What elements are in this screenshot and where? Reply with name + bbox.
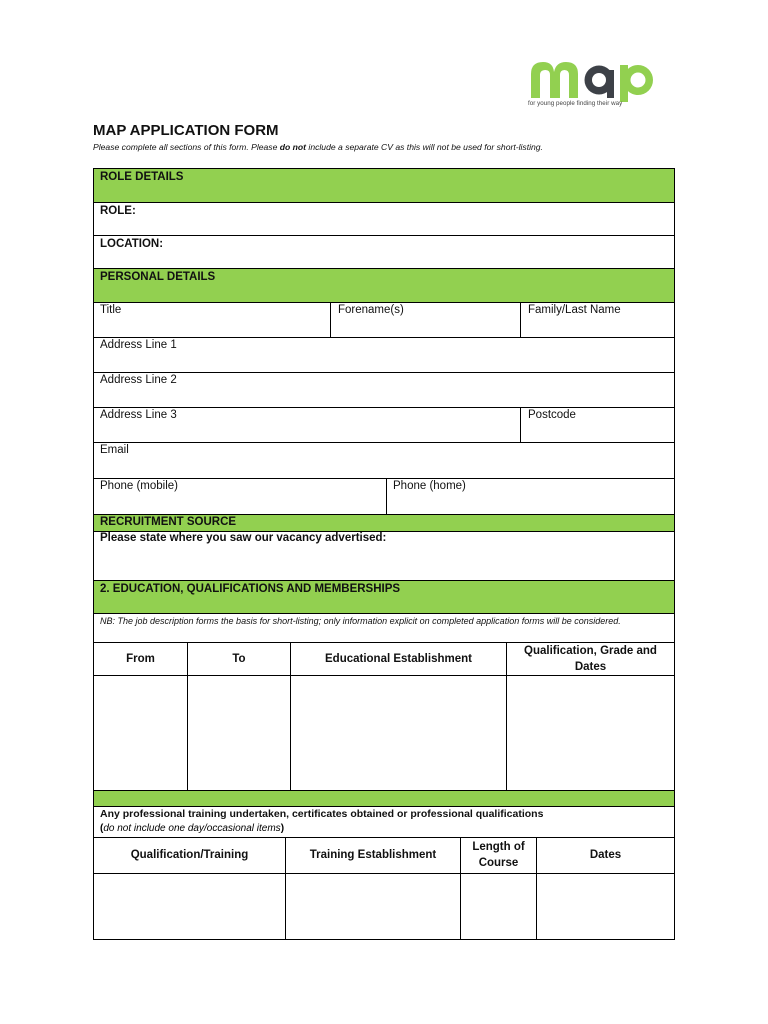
recruitment-source-field[interactable] [93,531,675,581]
education-note-box [93,613,675,643]
edu-col-to [187,642,291,676]
edu-col-qualification-label: Qualification, Grade and Dates [524,645,657,673]
personal-details-title: PERSONAL DETAILS [100,271,216,283]
edu-col-qualification [506,642,675,676]
role-details-header [93,168,675,203]
training-prompt: Any professional training undertaken, certificates obtained or professional qualifications [100,808,544,820]
family-name-label: Family/Last Name [528,304,621,316]
edu-to-entry[interactable] [187,675,291,791]
phone-mobile-label: Phone (mobile) [100,480,178,492]
training-note-close: ) [280,823,285,834]
training-length-entry[interactable] [460,873,537,940]
address-line-3-field[interactable] [93,407,521,443]
edu-qualification-entry[interactable] [506,675,675,791]
edu-col-establishment [290,642,507,676]
personal-details-header [93,268,675,303]
training-prompt-box [93,806,675,838]
training-qualification-entry[interactable] [93,873,286,940]
edu-col-from [93,642,188,676]
role-label: ROLE: [100,205,136,217]
training-col-qualification [93,837,286,874]
training-note [100,823,284,834]
edu-col-to-label: To [232,653,246,665]
edu-from-entry[interactable] [93,675,188,791]
intro-bold: do not [279,142,307,152]
training-establishment-entry[interactable] [285,873,461,940]
location-field[interactable] [93,235,675,269]
map-logo-mark [527,58,677,102]
family-name-field[interactable] [520,302,675,338]
intro-text-1: Please complete all sections of this form. Please [93,142,280,152]
forename-label: Forename(s) [338,304,404,316]
form-title: MAP APPLICATION FORM [93,122,279,139]
training-col-qualification-label: Qualification/Training [130,849,249,861]
training-col-dates-label: Dates [589,849,622,861]
edu-col-establishment-label: Educational Establishment [325,653,472,665]
edu-establishment-entry[interactable] [290,675,507,791]
logo-tagline: for young people finding their way [528,100,623,107]
address-line-2-field[interactable] [93,372,675,408]
training-col-establishment [285,837,461,874]
phone-mobile-field[interactable] [93,478,387,515]
training-dates-entry[interactable] [536,873,675,940]
role-details-title: ROLE DETAILS [100,171,184,183]
address-line-2-label: Address Line 2 [100,374,177,386]
address-line-1-label: Address Line 1 [100,339,177,351]
address-line-1-field[interactable] [93,337,675,373]
training-divider [93,790,675,807]
form-intro [93,142,543,152]
phone-home-label: Phone (home) [393,480,466,492]
edu-col-from-label: From [126,653,155,665]
forename-field[interactable] [330,302,521,338]
location-label: LOCATION: [100,238,164,250]
email-field[interactable] [93,442,675,479]
postcode-field[interactable] [520,407,675,443]
training-col-length [460,837,537,874]
education-note: NB: The job description forms the basis for short-listing; only information explicit on completed application forms will be considered. [100,616,621,626]
training-col-establishment-label: Training Establishment [309,849,437,861]
postcode-label: Postcode [528,409,576,421]
role-field[interactable] [93,202,675,236]
education-header [93,580,675,614]
intro-text-2: include a separate CV as this will not be used for short-listing. [306,142,543,152]
training-note-open: ( [100,823,104,834]
title-label: Title [100,304,122,316]
training-col-length-label: Length of Course [472,841,525,869]
map-logo [527,58,677,110]
email-label: Email [100,444,129,456]
education-title: 2. EDUCATION, QUALIFICATIONS AND MEMBERSHIPS [100,583,401,595]
training-col-dates [536,837,675,874]
recruitment-source-header [93,514,675,532]
phone-home-field[interactable] [386,478,675,515]
address-line-3-label: Address Line 3 [100,409,177,421]
training-note-text: do not include one day/occasional items [103,823,281,834]
title-field[interactable] [93,302,331,338]
recruitment-source-title: RECRUITMENT SOURCE [100,516,237,528]
recruitment-source-prompt: Please state where you saw our vacancy advertised: [100,532,387,544]
